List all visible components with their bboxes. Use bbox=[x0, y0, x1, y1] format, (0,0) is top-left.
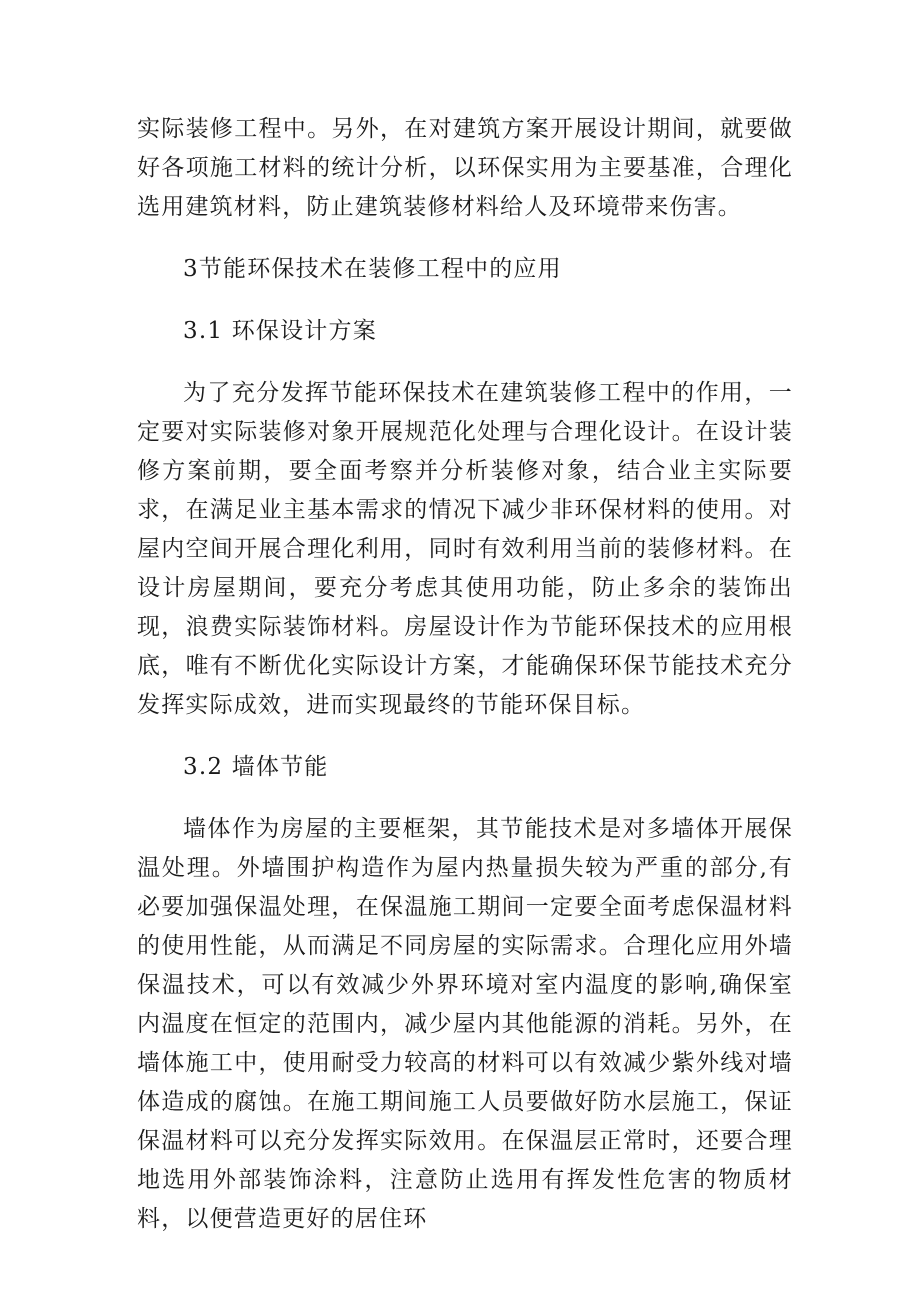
paragraph-continuation: 实际装修工程中。另外，在对建筑方案开展设计期间，就要做好各项施工材料的统计分析，以环保实用为主要基准，合理化选用建筑材料，防止建筑装修材料给人及环境带来伤害。 bbox=[137, 116, 793, 220]
paragraph-wall-energy: 墙体作为房屋的主要框架，其节能技术是对多墙体开展保温处理。外墙围护构造作为屋内热量损失较为严重的部分,有必要加强保温处理，在保温施工期间一定要全面考虑保温材料的使用性能，从而满足不同房屋的实际需求。合理化应用外墙保温技术，可以有效减少外界环境对室内温度的影响,确保室内温度在恒定的范围内，减少屋内其他能源的消耗。另外，在墙体施工中，使用耐受力较高的材料可以有效减少紫外线对墙体造成的腐蚀。在施工期间施工人员要做好防水层施工，保证保温材料可以充分发挥实际效用。在保温层正常时，还要合理地选用外部装饰涂料，注意防止选用有挥发性危害的物质材料，以便营造更好的居住环 bbox=[137, 816, 793, 1232]
paragraph-design-scheme: 为了充分发挥节能环保技术在建筑装修工程中的作用，一定要对实际装修对象开展规范化处理与合理化设计。在设计装修方案前期，要全面考察并分析装修对象，结合业主实际要求，在满足业主基本需求的情况下减少非环保材料的使用。对屋内空间开展合理化利用，同时有效利用当前的装修材料。在设计房屋期间，要充分考虑其使用功能，防止多余的装饰出现，浪费实际装饰材料。房屋设计作为节能环保技术的应用根底，唯有不断优化实际设计方案，才能确保环保节能技术充分发挥实际成效，进而实现最终的节能环保目标。 bbox=[137, 380, 793, 718]
section-heading-3: 3节能环保技术在装修工程中的应用 bbox=[183, 256, 562, 282]
section-heading-3-1: 3.1 环保设计方案 bbox=[183, 318, 377, 344]
document-body bbox=[137, 110, 793, 1262]
section-heading-3-2: 3.2 墙体节能 bbox=[183, 754, 329, 780]
